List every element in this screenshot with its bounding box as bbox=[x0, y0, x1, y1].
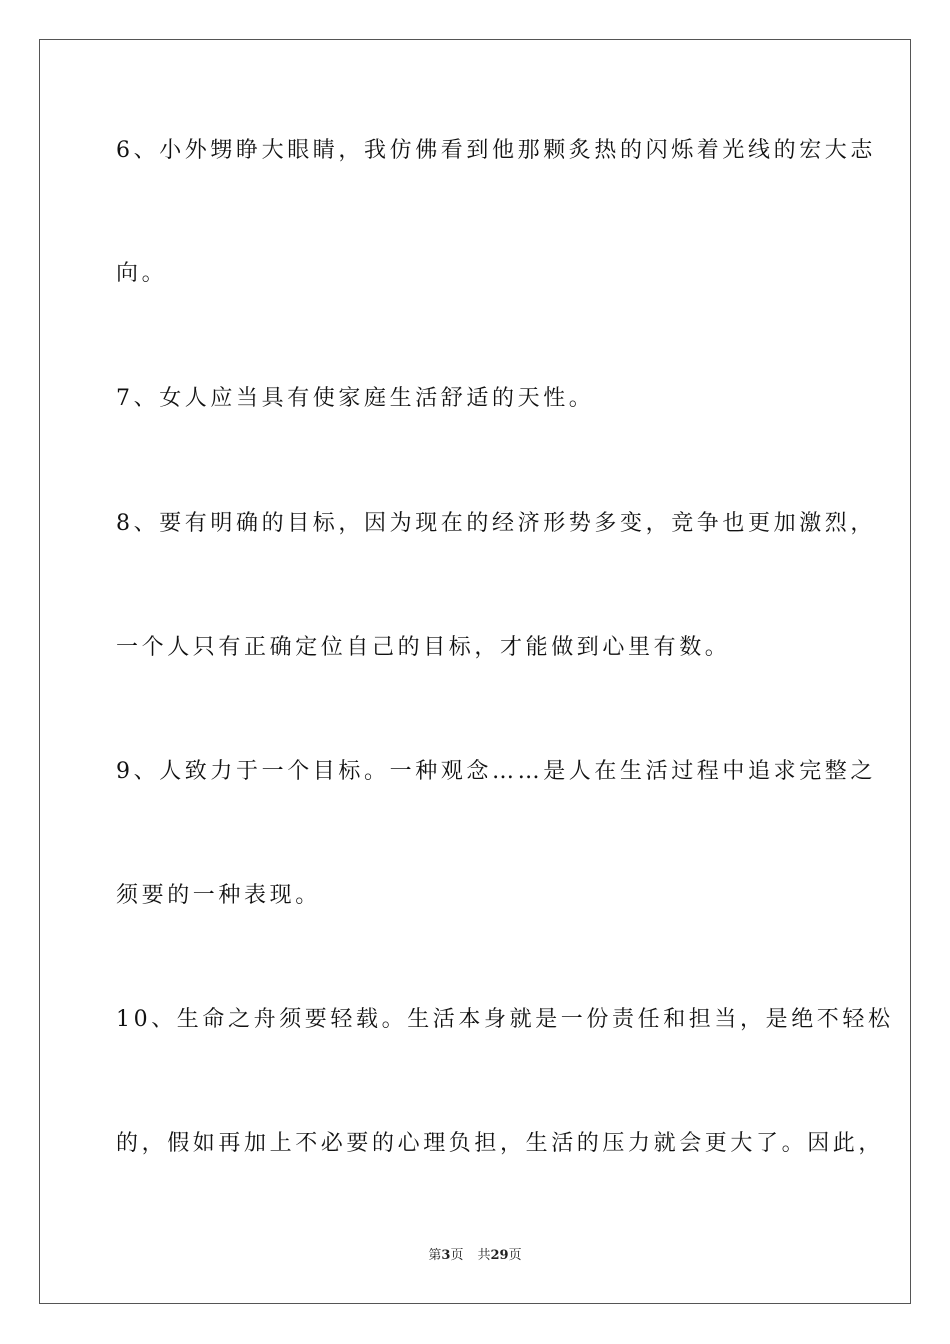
total-suffix: 页 bbox=[508, 1248, 522, 1263]
page-border bbox=[39, 39, 911, 1304]
text-line-6: 9、人致力于一个目标。一种观念……是人在生活过程中追求完整之 bbox=[116, 759, 876, 784]
page-footer bbox=[0, 1247, 950, 1265]
page-suffix: 页 bbox=[450, 1248, 464, 1263]
total-prefix: 共 bbox=[477, 1248, 491, 1263]
page-number: 3 bbox=[441, 1248, 451, 1263]
text-line-5: 一个人只有正确定位自己的目标，才能做到心里有数。 bbox=[116, 635, 731, 660]
text-line-2: 向。 bbox=[116, 261, 168, 286]
text-line-3: 7、女人应当具有使家庭生活舒适的天性。 bbox=[116, 386, 595, 411]
total-pages: 29 bbox=[490, 1248, 509, 1263]
text-line-1: 6、小外甥睁大眼睛，我仿佛看到他那颗炙热的闪烁着光线的宏大志 bbox=[116, 138, 876, 163]
text-line-4: 8、要有明确的目标，因为现在的经济形势多变，竞争也更加激烈， bbox=[116, 511, 876, 536]
text-line-9: 的，假如再加上不必要的心理负担，生活的压力就会更大了。因此， bbox=[116, 1131, 885, 1156]
page-prefix: 第 bbox=[428, 1248, 442, 1263]
text-line-8: 10、生命之舟须要轻载。生活本身就是一份责任和担当，是绝不轻松 bbox=[116, 1007, 894, 1032]
text-line-7: 须要的一种表现。 bbox=[116, 883, 321, 908]
